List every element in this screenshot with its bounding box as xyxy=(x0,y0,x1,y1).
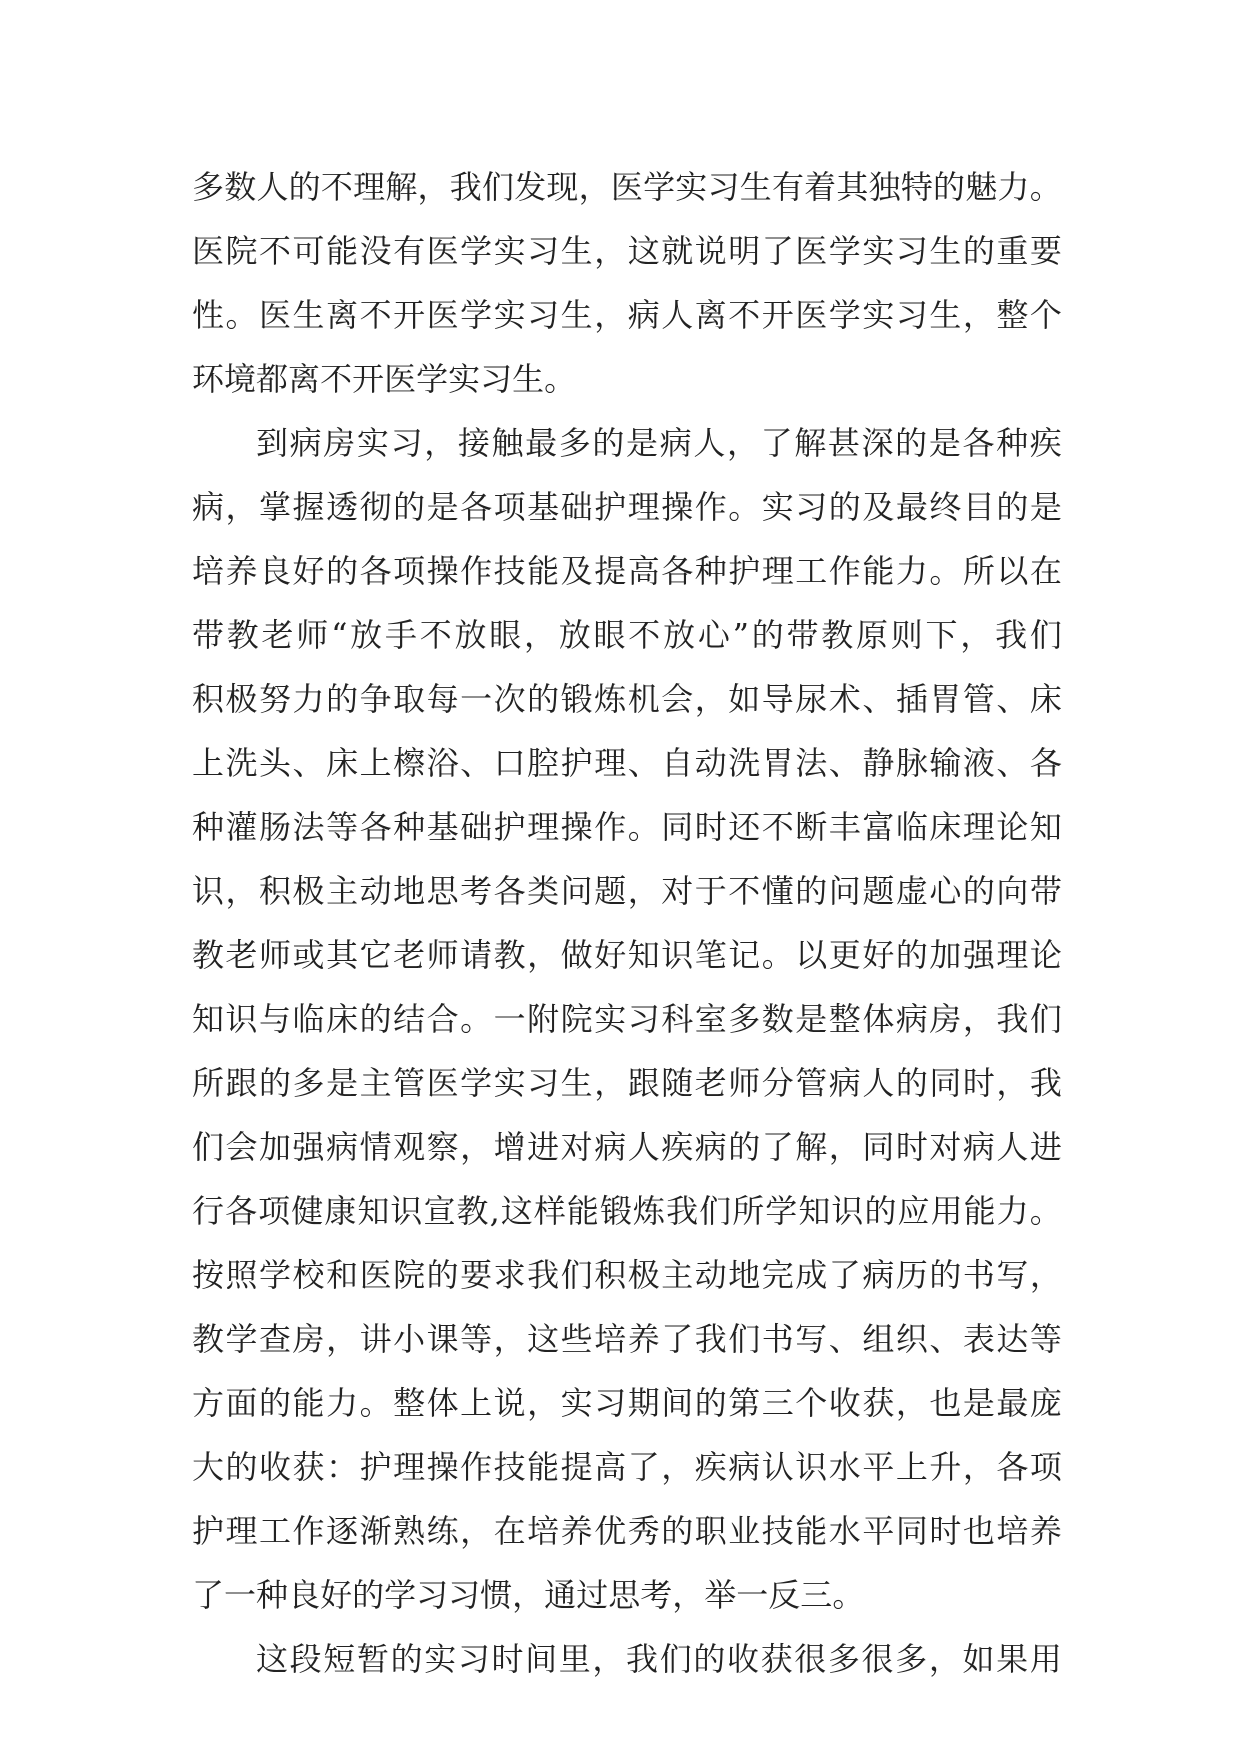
text-line: 按 照 学 校 和 医 院 的 要 求 我 们 积 极 主 动 地 完 成 了 病 历 的 书 写 ， xyxy=(192,1256,1062,1294)
text-line: 医 院 不 可 能 没 有 医 学 实 习 生 ， 这 就 说 明 了 医 学 实 习 生 的 重 要 xyxy=(192,232,1062,270)
text-line: 积 极 努 力 的 争 取 每 一 次 的 锻 炼 机 会 ， 如 导 尿 术 、 插 胃 管 、 床 xyxy=(192,680,1062,718)
text-line: 们 会 加 强 病 情 观 察 ， 增 进 对 病 人 疾 病 的 了 解 ， 同 时 对 病 人 进 xyxy=(192,1128,1062,1166)
text-line: 护 理 工 作 逐 渐 熟 练 ， 在 培 养 优 秀 的 职 业 技 能 水 平 同 时 也 培 养 xyxy=(192,1512,1062,1550)
text-line: 识 ， 积 极 主 动 地 思 考 各 类 问 题 ， 对 于 不 懂 的 问 题 虚 心 的 向 带 xyxy=(192,872,1062,910)
text-line: 到 病 房 实 习 ， 接 触 最 多 的 是 病 人 ， 了 解 甚 深 的 是 各 种 疾 xyxy=(256,424,1062,462)
text-line: 带 教 老 师 “ 放 手 不 放 眼 ， 放 眼 不 放 心 ” 的 带 教 原 则 下 ， 我 们 xyxy=(192,616,1062,654)
text-line: 培 养 良 好 的 各 项 操 作 技 能 及 提 高 各 种 护 理 工 作 能 力 。 所 以 在 xyxy=(192,552,1062,590)
body-text xyxy=(192,155,1062,1691)
text-line: 知 识 与 临 床 的 结 合 。 一 附 院 实 习 科 室 多 数 是 整 体 病 房 ， 我 们 xyxy=(192,1000,1062,1038)
text-line: 种 灌 肠 法 等 各 种 基 础 护 理 操 作 。 同 时 还 不 断 丰 富 临 床 理 论 知 xyxy=(192,808,1062,846)
text-line: 所 跟 的 多 是 主 管 医 学 实 习 生 ， 跟 随 老 师 分 管 病 人 的 同 时 ， 我 xyxy=(192,1064,1062,1102)
text-line: 方 面 的 能 力 。 整 体 上 说 ， 实 习 期 间 的 第 三 个 收 获 ， 也 是 最 庞 xyxy=(192,1384,1062,1422)
text-line: 行 各 项 健 康 知 识 宣 教 , 这 样 能 锻 炼 我 们 所 学 知 识 的 应 用 能 力 。 xyxy=(192,1192,1062,1230)
text-line: 教 学 查 房 ， 讲 小 课 等 ， 这 些 培 养 了 我 们 书 写 、 组 织 、 表 达 等 xyxy=(192,1320,1062,1358)
text-line: 了 一 种 良 好 的 学 习 习 惯 ， 通 过 思 考 ， 举 一 反 三 。 xyxy=(192,1576,865,1614)
text-line: 病 ， 掌 握 透 彻 的 是 各 项 基 础 护 理 操 作 。 实 习 的 及 最 终 目 的 是 xyxy=(192,488,1062,526)
text-line: 这 段 短 暂 的 实 习 时 间 里 ， 我 们 的 收 获 很 多 很 多 ， 如 果 用 xyxy=(256,1640,1062,1678)
text-line: 多 数 人 的 不 理 解 ， 我 们 发 现 ， 医 学 实 习 生 有 着 其 独 特 的 魅 力 。 xyxy=(192,168,1062,206)
text-line: 性 。 医 生 离 不 开 医 学 实 习 生 ， 病 人 离 不 开 医 学 实 习 生 ， 整 个 xyxy=(192,296,1062,334)
text-line: 环 境 都 离 不 开 医 学 实 习 生 。 xyxy=(192,360,577,398)
text-line: 大 的 收 获 ： 护 理 操 作 技 能 提 高 了 ， 疾 病 认 识 水 平 上 升 ， 各 项 xyxy=(192,1448,1062,1486)
text-line: 上 洗 头 、 床 上 檫 浴 、 口 腔 护 理 、 自 动 洗 胃 法 、 静 脉 输 液 、 各 xyxy=(192,744,1062,782)
text-line: 教 老 师 或 其 它 老 师 请 教 ， 做 好 知 识 笔 记 。 以 更 好 的 加 强 理 论 xyxy=(192,936,1062,974)
